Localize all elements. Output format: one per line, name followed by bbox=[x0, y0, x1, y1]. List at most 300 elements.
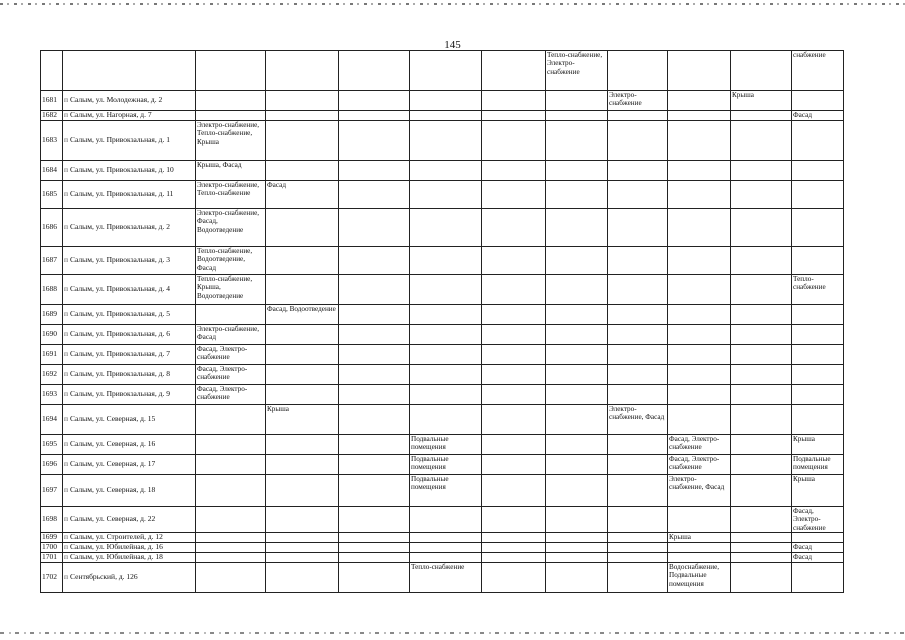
work-type-cell: Крыша bbox=[668, 533, 731, 543]
work-type-cell bbox=[668, 543, 731, 553]
work-type-cell: Крыша bbox=[792, 475, 844, 507]
row-number: 1689 bbox=[41, 305, 63, 325]
work-type-cell bbox=[482, 385, 546, 405]
row-number: 1687 bbox=[41, 247, 63, 275]
work-type-cell bbox=[410, 121, 482, 161]
address-cell: п Салым, ул. Привокзальная, д. 1 bbox=[63, 121, 196, 161]
work-type-cell bbox=[266, 533, 339, 543]
row-number: 1684 bbox=[41, 161, 63, 181]
work-type-cell: Электро-снабжение, Фасад bbox=[196, 325, 266, 345]
work-type-cell bbox=[546, 325, 608, 345]
work-type-cell bbox=[792, 121, 844, 161]
address-cell: п Салым, ул. Привокзальная, д. 6 bbox=[63, 325, 196, 345]
table-row bbox=[41, 111, 844, 121]
address-text: Салым, ул. Северная, д. 22 bbox=[70, 514, 156, 524]
work-type-cell bbox=[339, 533, 410, 543]
work-type-cell bbox=[482, 345, 546, 365]
work-type-cell bbox=[410, 507, 482, 533]
cell bbox=[266, 51, 339, 91]
address-text: Сентябрьский, д. 126 bbox=[70, 572, 138, 582]
work-type-cell bbox=[546, 121, 608, 161]
work-type-cell: Подвальные помещения bbox=[410, 435, 482, 455]
table-row bbox=[41, 247, 844, 275]
work-type-cell bbox=[339, 275, 410, 305]
work-type-cell bbox=[339, 435, 410, 455]
work-type-cell bbox=[410, 405, 482, 435]
cell bbox=[731, 51, 792, 91]
cell bbox=[410, 51, 482, 91]
work-type-cell bbox=[266, 455, 339, 475]
page-number: 145 bbox=[444, 39, 461, 51]
address-cell: п Сентябрьский, д. 126 bbox=[63, 562, 196, 592]
work-type-cell bbox=[731, 325, 792, 345]
work-type-cell bbox=[196, 405, 266, 435]
work-type-cell bbox=[731, 181, 792, 209]
cell bbox=[482, 51, 546, 91]
work-type-cell bbox=[546, 533, 608, 543]
work-type-cell bbox=[731, 345, 792, 365]
work-type-cell bbox=[266, 475, 339, 507]
work-type-cell bbox=[482, 91, 546, 111]
work-type-cell bbox=[410, 385, 482, 405]
work-type-cell bbox=[482, 161, 546, 181]
table-row bbox=[41, 533, 844, 543]
row-number: 1702 bbox=[41, 562, 63, 592]
table-row bbox=[41, 435, 844, 455]
work-type-cell: Электро-снабжение, Фасад bbox=[608, 405, 668, 435]
table-row bbox=[41, 365, 844, 385]
work-type-cell bbox=[482, 247, 546, 275]
cell bbox=[196, 51, 266, 91]
address-text: Салым, ул. Привокзальная, д. 10 bbox=[70, 165, 174, 175]
work-type-cell bbox=[608, 209, 668, 247]
address-cell: п Салым, ул. Привокзальная, д. 3 bbox=[63, 247, 196, 275]
table-row bbox=[41, 475, 844, 507]
row-number: 1698 bbox=[41, 507, 63, 533]
work-type-cell bbox=[608, 161, 668, 181]
work-type-cell bbox=[410, 111, 482, 121]
work-type-cell bbox=[266, 543, 339, 553]
table-row bbox=[41, 345, 844, 365]
work-type-cell bbox=[792, 365, 844, 385]
work-type-cell bbox=[482, 435, 546, 455]
work-type-cell bbox=[339, 405, 410, 435]
work-type-cell bbox=[792, 405, 844, 435]
work-type-cell bbox=[608, 345, 668, 365]
address-cell: п Салым, ул. Северная, д. 16 bbox=[63, 435, 196, 455]
row-number: 1688 bbox=[41, 275, 63, 305]
work-type-cell bbox=[792, 247, 844, 275]
work-type-cell bbox=[792, 91, 844, 111]
work-type-cell bbox=[266, 345, 339, 365]
work-type-cell bbox=[482, 507, 546, 533]
work-type-cell: Крыша bbox=[792, 435, 844, 455]
work-type-cell bbox=[410, 345, 482, 365]
work-type-cell bbox=[668, 91, 731, 111]
work-type-cell: Тепло-снабжение bbox=[410, 562, 482, 592]
work-type-cell bbox=[792, 209, 844, 247]
address-cell: п Салым, ул. Привокзальная, д. 9 bbox=[63, 385, 196, 405]
work-type-cell bbox=[339, 181, 410, 209]
work-type-cell bbox=[196, 91, 266, 111]
row-number: 1701 bbox=[41, 553, 63, 563]
work-type-cell bbox=[410, 181, 482, 209]
work-type-cell bbox=[266, 247, 339, 275]
work-type-cell bbox=[482, 543, 546, 553]
work-type-cell bbox=[196, 475, 266, 507]
row-number: 1696 bbox=[41, 455, 63, 475]
work-type-cell bbox=[410, 247, 482, 275]
work-type-cell bbox=[266, 161, 339, 181]
work-type-cell bbox=[792, 533, 844, 543]
work-type-cell bbox=[668, 553, 731, 563]
work-type-cell bbox=[339, 553, 410, 563]
table-row bbox=[41, 209, 844, 247]
work-type-cell: Водоснабжение, Подвальные помещения bbox=[668, 562, 731, 592]
row-number: 1693 bbox=[41, 385, 63, 405]
work-type-cell: Тепло-снабжение, Водоотведение, Фасад bbox=[196, 247, 266, 275]
work-type-cell: Фасад bbox=[792, 111, 844, 121]
continuation-row bbox=[41, 51, 844, 91]
row-number: 1699 bbox=[41, 533, 63, 543]
work-type-cell bbox=[668, 209, 731, 247]
address-text: Салым, ул. Привокзальная, д. 7 bbox=[70, 349, 170, 359]
work-type-cell bbox=[339, 562, 410, 592]
work-type-cell bbox=[482, 121, 546, 161]
address-cell: п Салым, ул. Северная, д. 22 bbox=[63, 507, 196, 533]
cell bbox=[608, 51, 668, 91]
address-cell: п Салым, ул. Строителей, д. 12 bbox=[63, 533, 196, 543]
work-type-cell: Тепло-снабжение bbox=[792, 275, 844, 305]
work-type-cell bbox=[546, 562, 608, 592]
work-type-cell bbox=[546, 435, 608, 455]
cell: Тепло-снабжение, Электро-снабжение bbox=[546, 51, 608, 91]
work-type-cell bbox=[339, 475, 410, 507]
work-type-cell bbox=[668, 405, 731, 435]
work-type-cell bbox=[608, 533, 668, 543]
address-text: Салым, ул. Привокзальная, д. 9 bbox=[70, 389, 170, 399]
work-type-cell bbox=[792, 325, 844, 345]
work-type-cell bbox=[482, 181, 546, 209]
address-text: Салым, ул. Привокзальная, д. 8 bbox=[70, 369, 170, 379]
work-type-cell bbox=[266, 91, 339, 111]
work-type-cell bbox=[482, 275, 546, 305]
work-type-cell bbox=[731, 161, 792, 181]
work-type-cell bbox=[608, 325, 668, 345]
work-type-cell bbox=[339, 325, 410, 345]
work-type-cell bbox=[196, 435, 266, 455]
work-type-cell bbox=[266, 365, 339, 385]
work-type-cell bbox=[546, 475, 608, 507]
work-type-cell bbox=[546, 275, 608, 305]
work-type-cell bbox=[608, 475, 668, 507]
address-cell: п Салым, ул. Северная, д. 15 bbox=[63, 405, 196, 435]
address-cell: п Салым, ул. Северная, д. 18 bbox=[63, 475, 196, 507]
row-number: 1683 bbox=[41, 121, 63, 161]
work-type-cell bbox=[668, 507, 731, 533]
cell bbox=[41, 51, 63, 91]
address-cell: п Салым, ул. Привокзальная, д. 11 bbox=[63, 181, 196, 209]
work-type-cell bbox=[482, 209, 546, 247]
work-type-cell bbox=[546, 553, 608, 563]
work-type-cell: Подвальные помещения bbox=[410, 475, 482, 507]
work-type-cell: Электро-снабжение, Фасад, Водоотведение bbox=[196, 209, 266, 247]
work-type-cell bbox=[668, 325, 731, 345]
row-number: 1686 bbox=[41, 209, 63, 247]
table-row bbox=[41, 325, 844, 345]
row-number: 1695 bbox=[41, 435, 63, 455]
work-type-cell bbox=[668, 345, 731, 365]
work-type-cell bbox=[410, 325, 482, 345]
work-type-cell bbox=[792, 345, 844, 365]
work-type-cell bbox=[731, 533, 792, 543]
work-type-cell bbox=[410, 365, 482, 385]
address-text: Салым, ул. Северная, д. 15 bbox=[70, 414, 156, 424]
work-type-cell bbox=[339, 455, 410, 475]
work-type-cell bbox=[339, 543, 410, 553]
work-type-cell bbox=[668, 111, 731, 121]
address-text: Салым, ул. Привокзальная, д. 6 bbox=[70, 329, 170, 339]
work-type-cell bbox=[668, 121, 731, 161]
work-type-cell bbox=[410, 533, 482, 543]
work-type-cell bbox=[792, 181, 844, 209]
work-type-cell bbox=[482, 325, 546, 345]
work-type-cell: Фасад, Электро-снабжение bbox=[668, 455, 731, 475]
work-type-cell: Тепло-снабжение, Крыша, Водоотведение bbox=[196, 275, 266, 305]
work-type-cell bbox=[482, 475, 546, 507]
table-row bbox=[41, 275, 844, 305]
work-type-cell bbox=[731, 305, 792, 325]
address-cell: п Салым, ул. Привокзальная, д. 5 bbox=[63, 305, 196, 325]
work-type-cell: Фасад, Электро-снабжение bbox=[196, 365, 266, 385]
work-type-cell bbox=[731, 553, 792, 563]
row-number: 1682 bbox=[41, 111, 63, 121]
work-type-cell bbox=[668, 247, 731, 275]
work-type-cell bbox=[196, 562, 266, 592]
work-type-cell: Фасад, Электро-снабжение bbox=[792, 507, 844, 533]
work-type-cell: Электро-снабжение, Тепло-снабжение bbox=[196, 181, 266, 209]
work-type-cell bbox=[546, 365, 608, 385]
work-type-cell bbox=[482, 533, 546, 543]
work-type-cell bbox=[339, 247, 410, 275]
work-type-cell bbox=[546, 181, 608, 209]
work-type-cell bbox=[266, 435, 339, 455]
work-type-cell bbox=[792, 385, 844, 405]
work-type-cell bbox=[266, 553, 339, 563]
work-type-cell bbox=[731, 562, 792, 592]
work-type-cell bbox=[546, 385, 608, 405]
work-type-cell bbox=[608, 507, 668, 533]
work-type-cell bbox=[731, 475, 792, 507]
work-type-cell bbox=[196, 543, 266, 553]
work-type-cell bbox=[608, 181, 668, 209]
table-row bbox=[41, 455, 844, 475]
address-text: Салым, ул. Привокзальная, д. 4 bbox=[70, 284, 170, 294]
cell: снабжение bbox=[792, 51, 844, 91]
work-type-cell bbox=[482, 455, 546, 475]
work-type-cell bbox=[266, 385, 339, 405]
work-type-cell bbox=[668, 305, 731, 325]
work-type-cell bbox=[482, 111, 546, 121]
work-type-cell: Фасад bbox=[792, 543, 844, 553]
table-row bbox=[41, 91, 844, 111]
address-text: Салым, ул. Северная, д. 16 bbox=[70, 439, 156, 449]
work-type-cell: Крыша bbox=[266, 405, 339, 435]
work-type-cell bbox=[731, 111, 792, 121]
work-type-cell bbox=[339, 161, 410, 181]
address-cell: п Салым, ул. Привокзальная, д. 10 bbox=[63, 161, 196, 181]
work-type-cell: Фасад bbox=[792, 553, 844, 563]
scan-edge-bottom bbox=[0, 632, 905, 634]
address-text: Салым, ул. Привокзальная, д. 5 bbox=[70, 309, 170, 319]
address-text: Салым, ул. Привокзальная, д. 2 bbox=[70, 222, 170, 232]
work-type-cell: Фасад, Электро-снабжение bbox=[196, 385, 266, 405]
work-type-cell: Электро-снабжение, Фасад bbox=[668, 475, 731, 507]
work-type-cell bbox=[731, 121, 792, 161]
work-type-cell bbox=[792, 161, 844, 181]
address-text: Салым, ул. Нагорная, д. 7 bbox=[70, 110, 152, 120]
row-number: 1691 bbox=[41, 345, 63, 365]
work-type-cell bbox=[546, 91, 608, 111]
address-text: Салым, ул. Молодежная, д. 2 bbox=[70, 95, 163, 105]
work-type-cell bbox=[196, 507, 266, 533]
work-type-cell bbox=[266, 121, 339, 161]
work-type-cell bbox=[608, 111, 668, 121]
address-cell: п Салым, ул. Нагорная, д. 7 bbox=[63, 111, 196, 121]
work-type-cell bbox=[339, 305, 410, 325]
work-type-cell: Подвальные помещения bbox=[410, 455, 482, 475]
work-type-cell bbox=[546, 543, 608, 553]
work-type-cell bbox=[792, 562, 844, 592]
work-type-cell: Фасад, Электро-снабжение bbox=[668, 435, 731, 455]
address-text: Салым, ул. Юбилейная, д. 18 bbox=[70, 552, 163, 562]
register-table bbox=[40, 50, 844, 593]
address-cell: п Салым, ул. Юбилейная, д. 16 bbox=[63, 543, 196, 553]
work-type-cell bbox=[410, 275, 482, 305]
work-type-cell bbox=[546, 405, 608, 435]
work-type-cell bbox=[482, 365, 546, 385]
work-type-cell bbox=[410, 553, 482, 563]
work-type-cell bbox=[608, 435, 668, 455]
work-type-cell bbox=[608, 455, 668, 475]
table-row bbox=[41, 385, 844, 405]
work-type-cell bbox=[482, 553, 546, 563]
work-type-cell bbox=[410, 305, 482, 325]
work-type-cell bbox=[482, 305, 546, 325]
address-cell: п Салым, ул. Привокзальная, д. 2 bbox=[63, 209, 196, 247]
work-type-cell bbox=[546, 507, 608, 533]
work-type-cell bbox=[668, 181, 731, 209]
work-type-cell bbox=[608, 553, 668, 563]
work-type-cell bbox=[608, 543, 668, 553]
work-type-cell: Крыша, Фасад bbox=[196, 161, 266, 181]
work-type-cell bbox=[410, 161, 482, 181]
row-number: 1700 bbox=[41, 543, 63, 553]
work-type-cell bbox=[608, 275, 668, 305]
work-type-cell bbox=[196, 111, 266, 121]
work-type-cell bbox=[546, 111, 608, 121]
work-type-cell bbox=[266, 562, 339, 592]
scan-edge-top bbox=[0, 3, 905, 5]
row-number: 1692 bbox=[41, 365, 63, 385]
work-type-cell bbox=[266, 507, 339, 533]
table-row bbox=[41, 181, 844, 209]
work-type-cell bbox=[196, 553, 266, 563]
work-type-cell bbox=[546, 161, 608, 181]
work-type-cell bbox=[546, 305, 608, 325]
work-type-cell: Крыша bbox=[731, 91, 792, 111]
table-row bbox=[41, 161, 844, 181]
work-type-cell bbox=[339, 507, 410, 533]
work-type-cell bbox=[482, 405, 546, 435]
table-row bbox=[41, 121, 844, 161]
address-cell: п Салым, ул. Привокзальная, д. 7 bbox=[63, 345, 196, 365]
work-type-cell: Подвальные помещения bbox=[792, 455, 844, 475]
address-cell: п Салым, ул. Привокзальная, д. 8 bbox=[63, 365, 196, 385]
work-type-cell bbox=[668, 365, 731, 385]
work-type-cell bbox=[410, 209, 482, 247]
cell bbox=[668, 51, 731, 91]
work-type-cell bbox=[731, 247, 792, 275]
work-type-cell bbox=[731, 209, 792, 247]
work-type-cell bbox=[339, 209, 410, 247]
work-type-cell bbox=[731, 455, 792, 475]
table-row bbox=[41, 562, 844, 592]
work-type-cell bbox=[339, 385, 410, 405]
table-row bbox=[41, 305, 844, 325]
work-type-cell: Фасад, Электро-снабжение bbox=[196, 345, 266, 365]
work-type-cell bbox=[792, 305, 844, 325]
work-type-cell bbox=[266, 275, 339, 305]
work-type-cell bbox=[731, 507, 792, 533]
work-type-cell: Электро-снабжение bbox=[608, 91, 668, 111]
work-type-cell bbox=[608, 247, 668, 275]
cell bbox=[339, 51, 410, 91]
work-type-cell bbox=[731, 543, 792, 553]
address-text: Салым, ул. Северная, д. 17 bbox=[70, 459, 156, 469]
work-type-cell bbox=[339, 111, 410, 121]
work-type-cell bbox=[410, 543, 482, 553]
table-row bbox=[41, 507, 844, 533]
table-row bbox=[41, 405, 844, 435]
address-text: Салым, ул. Привокзальная, д. 1 bbox=[70, 135, 170, 145]
address-cell: п Салым, ул. Молодежная, д. 2 bbox=[63, 91, 196, 111]
work-type-cell bbox=[668, 385, 731, 405]
work-type-cell bbox=[339, 365, 410, 385]
table-row bbox=[41, 553, 844, 563]
table-row bbox=[41, 543, 844, 553]
address-cell: п Салым, ул. Привокзальная, д. 4 bbox=[63, 275, 196, 305]
work-type-cell bbox=[339, 121, 410, 161]
work-type-cell bbox=[546, 209, 608, 247]
work-type-cell bbox=[339, 345, 410, 365]
row-number: 1690 bbox=[41, 325, 63, 345]
cell bbox=[63, 51, 196, 91]
work-type-cell bbox=[731, 365, 792, 385]
row-number: 1685 bbox=[41, 181, 63, 209]
work-type-cell bbox=[546, 345, 608, 365]
work-type-cell bbox=[608, 121, 668, 161]
work-type-cell bbox=[731, 435, 792, 455]
address-cell: п Салым, ул. Юбилейная, д. 18 bbox=[63, 553, 196, 563]
work-type-cell bbox=[546, 455, 608, 475]
work-type-cell bbox=[608, 305, 668, 325]
work-type-cell bbox=[196, 455, 266, 475]
work-type-cell bbox=[668, 161, 731, 181]
address-text: Салым, ул. Привокзальная, д. 11 bbox=[70, 189, 174, 199]
work-type-cell bbox=[410, 91, 482, 111]
work-type-cell: Электро-снабжение, Тепло-снабжение, Крыша bbox=[196, 121, 266, 161]
